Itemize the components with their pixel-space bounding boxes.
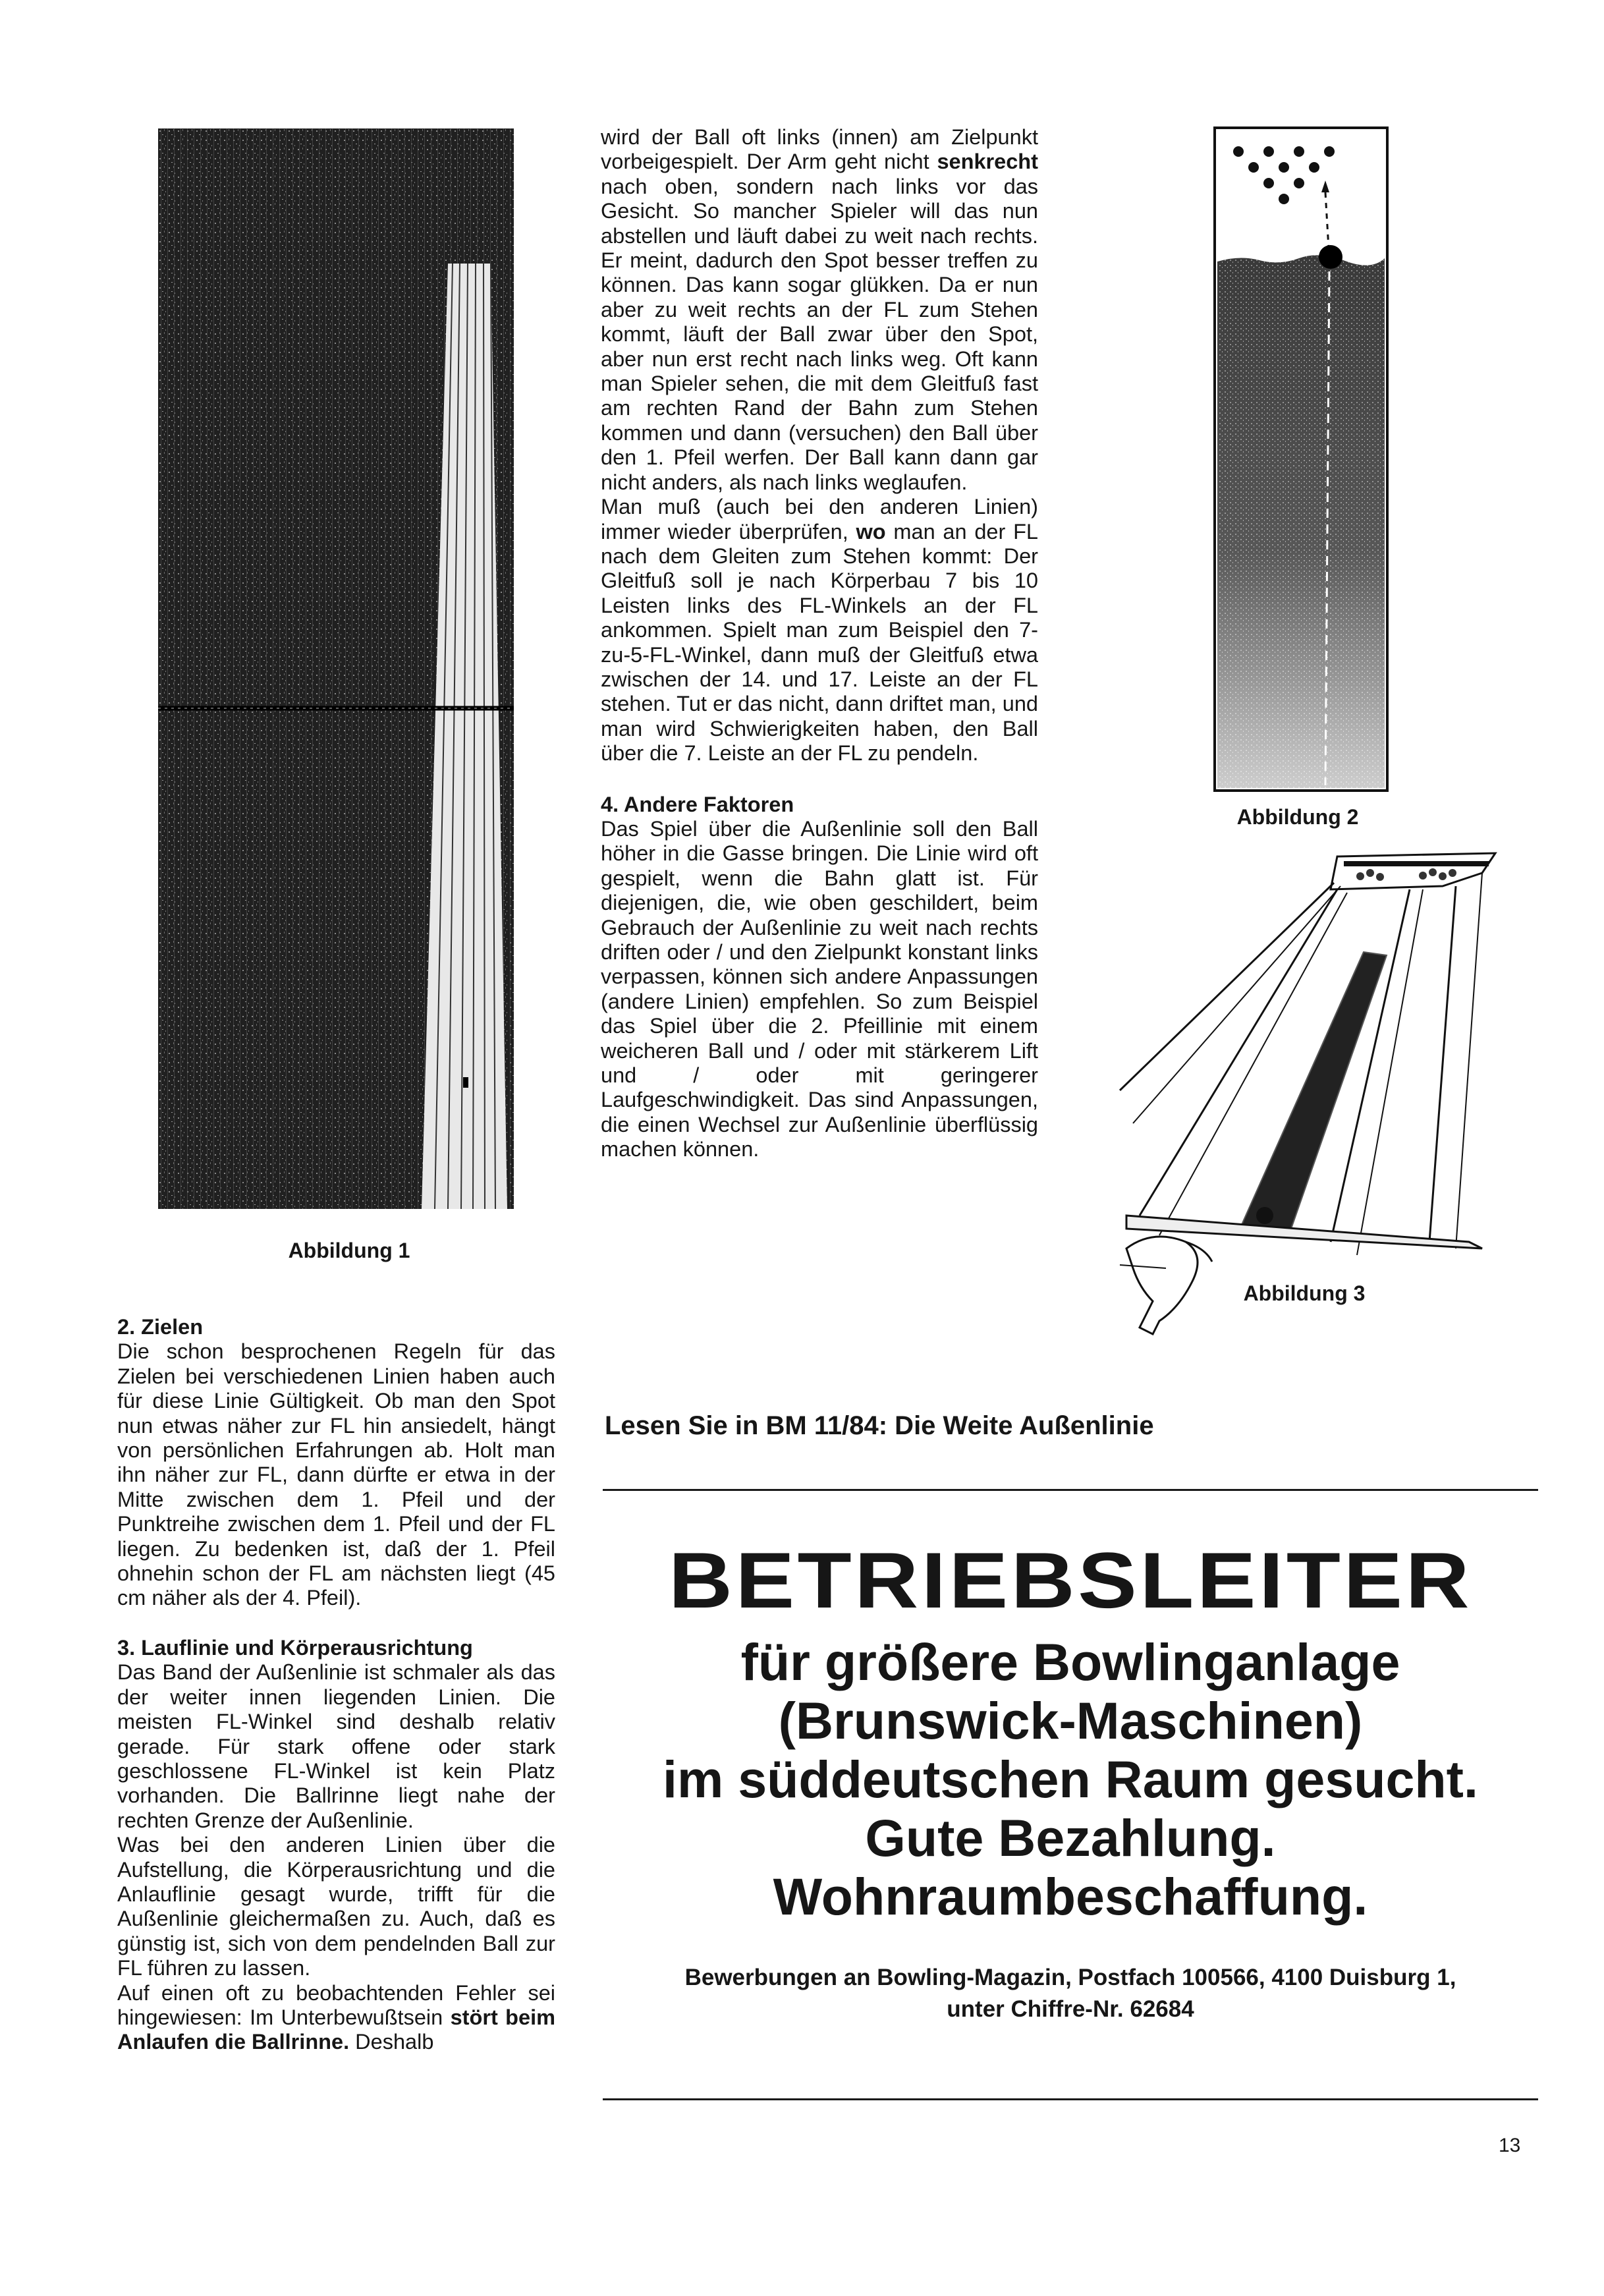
section-4-body: Das Spiel über die Außenlinie soll den Ball höher in die Gasse bringen. Die Linie wird oft gespielt, wenn die Bahn glatt ist. Für diejenigen, die, wie oben geschildert, beim Gebrauch der Außenlinie zu weit nach rechts driften oder / und den Zielpunkt konstant links verpassen, können sich andere Anpassungen (andere Linien) empfehlen. So zum Beispiel das Spiel über die 2. Pfeillinie mit einem weicheren Ball und / oder mit stärkerem Lift und / oder mit geringerer Laufgeschwindigkeit. Das sind Anpassungen, die einen Wechsel zur Außenlinie überflüssig machen können. [601,816,1038,1162]
page-number: 13 [1499,2135,1521,2156]
middle-column [601,125,1038,1162]
ad-contact-1: Bewerbungen an Bowling-Magazin, Postfach 100566, 4100 Duisburg 1, [684,1965,1456,1990]
ad-line-1: für größere Bowlinganlage [740,1633,1400,1691]
ad-line-3: im süddeutschen Raum gesucht. [663,1750,1478,1808]
figure-1 [158,128,514,1209]
ad-line-5: Wohnraumbeschaffung. [773,1867,1368,1926]
figure-2-caption: Abbildung 2 [1236,805,1359,829]
ad-bottom-rule [603,2098,1538,2100]
left-column [117,1315,555,2055]
figure-1-caption: Abbildung 1 [288,1239,410,1262]
section-3-para-2: Was bei den anderen Linien über die Aufstellung, die Körperausrichtung und die Anlauflinie gesagt wurde, trifft für die Außenlinie gleichermaßen zu. Auch, daß es günstig ist, sich von dem pendelnden Ball zur FL führen zu lassen. [117,1833,555,1980]
ad-line-2: (Brunswick-Maschinen) [778,1691,1363,1750]
job-advertisement [603,1535,1538,2025]
section-3-heading: 3. Lauflinie und Körperausrichtung [117,1635,473,1660]
section-2-heading: 2. Zielen [117,1315,204,1339]
middle-para-1: wird der Ball oft links (innen) am Zielpunkt vorbeigespielt. Der Arm geht nicht senkrecht nach oben, sondern nach links vor das Gesicht. So mancher Spieler will das nun abstellen und läuft dabei zu weit nach rechts. Er meint, dadurch den Spot besser treffen zu können. Das kann sogar glükken. Da er nun aber zu weit rechts an der FL zum Stehen kommt, läuft der Ball zwar über den Spot, aber nun erst recht nach links weg. Oft kann man Spieler sehen, die mit dem Gleitfuß fast am rechten Rand der Bahn zum Stehen kommen und dann (versuchen) den Ball über den 1. Pfeil werfen. Der Ball kann dann gar nicht anders, als nach links weglaufen. [601,125,1038,494]
lane-diagram-1 [158,128,514,1209]
lane-diagram-3 [1113,847,1508,1337]
ad-line-4: Gute Bezahlung. [865,1808,1276,1867]
section-4-heading: 4. Andere Faktoren [601,792,794,816]
section-3-para-1: Das Band der Außenlinie ist schmaler als das der weiter innen liegenden Linien. Die meisten FL-Winkel sind deshalb relativ gerade. Für stark offene oder stark geschlossene FL-Winkel ist kein Platz vorhanden. Die Ballrinne liegt nahe der rechten Grenze der Außenlinie. [117,1660,555,1832]
figure-3-caption: Abbildung 3 [1243,1281,1366,1305]
ad-title: BETRIEBSLEITER [668,1536,1473,1625]
figure-3 [1113,847,1508,1337]
next-issue-teaser: Lesen Sie in BM 11/84: Die Weite Außenlinie [605,1411,1154,1440]
section-2-body: Die schon besprochenen Regeln für das Zielen bei verschiedenen Linien haben auch für diese Linie Gültigkeit. Ob man den Spot nun etwas näher zur FL hin ansiedelt, hängt von persönlichen Erfahrungen ab. Holt man ihn näher zur FL, dann dürfte er etwa in der Mitte zwischen dem 1. Pfeil und der Punktreihe zwischen dem 1. Pfeil und der FL liegen. Zu bedenken ist, daß der 1. Pfeil ohnehin schon der FL am nächsten liegt (45 cm näher als der 4. Pfeil). [117,1339,555,1610]
middle-para-2: Man muß (auch bei den anderen Linien) immer wieder überprüfen, wo man an der FL nach dem Gleiten zum Stehen kommt: Der Gleitfuß soll je nach Körperbau 7 bis 10 Leisten links des FL-Winkels an der FL ankommen. Spielt man zum Beispiel den 7-zu-5-FL-Winkel, dann muß der Gleitfuß etwa zwischen der 14. und 17. Leiste an der FL stehen. Tut er das nicht, dann driftet man, und man wird Schwierigkeiten haben, den Ball über die 7. Leiste an der FL zu pendeln. [601,495,1038,766]
lane-diagram-2 [1213,126,1389,792]
ad-top-rule [603,1489,1538,1491]
ad-contact-2: unter Chiffre-Nr. 62684 [947,1996,1194,2022]
figure-2 [1213,126,1389,792]
section-3-para-3: Auf einen oft zu beobachtenden Fehler sei hingewiesen: Im Unterbewußtsein stört beim Anlaufen die Ballrinne. Deshalb [117,1980,555,2054]
